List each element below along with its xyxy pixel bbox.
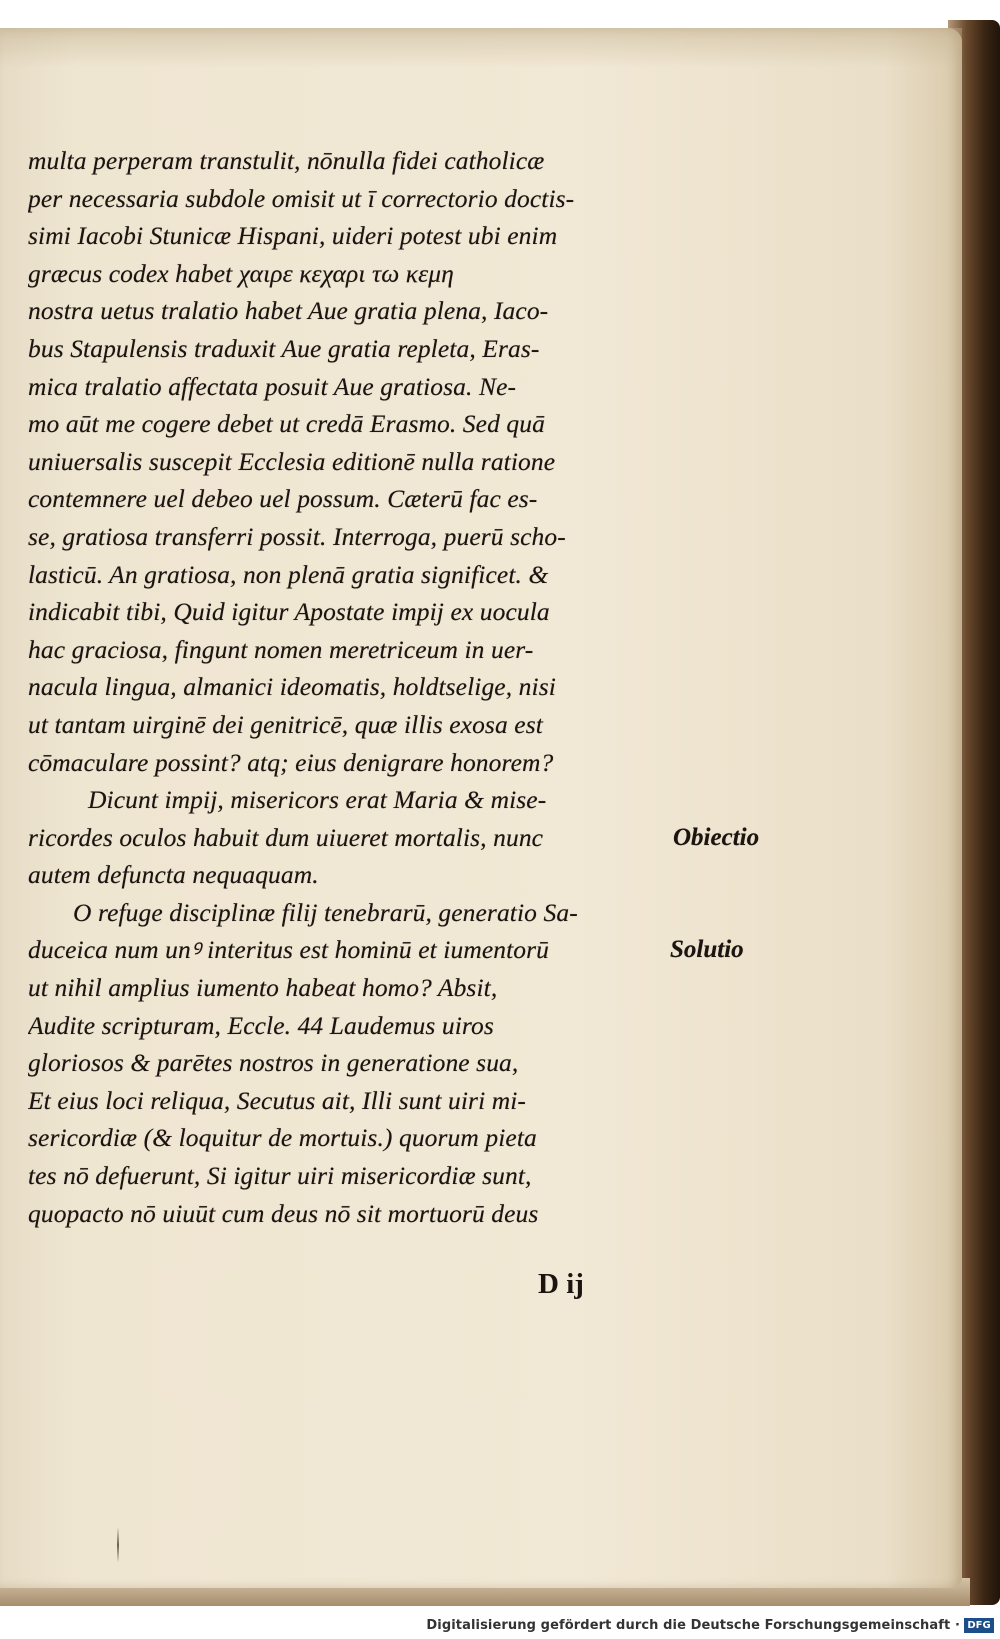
bleed-through-marks: [672, 508, 782, 1108]
marginal-note-objection: Obiectio: [673, 824, 760, 851]
main-text-block: [28, 142, 668, 1232]
footer-bar: [0, 1606, 1000, 1639]
marginal-note-solution: Solutio: [670, 936, 744, 963]
pen-mark: [117, 1527, 119, 1563]
funding-credit: Digitalisierung gefördert durch die Deutsche Forschungsgemeinschaft ·: [426, 1618, 960, 1633]
text-line: ut tantam uirginē dei genitricē, quæ illis exosa est: [28, 709, 543, 739]
text-line: Et eius loci reliqua, Secutus ait, Illi sunt uiri mi-: [28, 1085, 527, 1115]
signature-mark: D ij: [538, 1268, 584, 1300]
text-line: tes nō defuerunt, Si igitur uiri misericordiæ sunt,: [28, 1161, 532, 1191]
text-line: ricordes oculos habuit dum uiueret mortalis, nunc: [28, 822, 544, 852]
text-line: ut nihil amplius iumento habeat homo? Absit,: [28, 973, 498, 1003]
text-line: uniuersalis suscepit Ecclesia editionē nulla ratione: [28, 446, 556, 476]
text-line: per necessaria subdole omisit ut ī correctorio doctis-: [28, 183, 575, 213]
text-line: sericordiæ (& loquitur de mortuis.) quorum pieta: [28, 1123, 537, 1153]
dfg-logo: DFG: [964, 1618, 994, 1633]
text-line: nacula lingua, almanici ideomatis, holdtselige, nisi: [28, 672, 556, 702]
text-line: græcus codex habet χαιρε κεχαρι τω κεμη: [28, 258, 454, 288]
text-line: hac graciosa, fingunt nomen meretriceum in uer-: [28, 634, 534, 664]
text-line: nostra uetus tralatio habet Aue gratia plena, Iaco-: [28, 296, 549, 326]
text-line: indicabit tibi, Quid igitur Apostate impij ex uocula: [28, 597, 550, 627]
text-line: cōmaculare possint? atq; eius denigrare honorem?: [28, 747, 554, 777]
text-line: autem defuncta nequaquam.: [28, 860, 319, 890]
text-line: simi Iacobi Stunicæ Hispani, uideri potest ubi enim: [28, 221, 558, 251]
text-line: gloriosos & parētes nostros in generatione sua,: [28, 1048, 519, 1078]
text-line: mo aūt me cogere debet ut credā Erasmo. Sed quā: [28, 409, 545, 439]
text-line: O refuge disciplinæ filij tenebrarū, generatio Sa-: [73, 897, 578, 927]
text-line: multa perperam transtulit, nōnulla fidei catholicæ: [28, 146, 545, 175]
text-line: quopacto nō uiuūt cum deus nō sit mortuorū deus: [28, 1198, 539, 1228]
text-line: bus Stapulensis traduxit Aue gratia repleta, Eras-: [28, 333, 540, 363]
page-shadow: [0, 28, 962, 68]
text-line: mica tralatio affectata posuit Aue gratiosa. Ne-: [28, 371, 517, 401]
text-line: Audite scripturam, Eccle. 44 Laudemus uiros: [28, 1010, 494, 1040]
text-line: duceica num unꝰ interitus est hominū et iumentorū: [28, 935, 550, 965]
text-line: lasticū. An gratiosa, non plenā gratia significet. &: [28, 559, 549, 589]
text-line: contemnere uel debeo uel possum. Cæterū fac es-: [28, 484, 538, 514]
text-line: Dicunt impij, misericors erat Maria & mise-: [88, 785, 547, 815]
text-line: se, gratiosa transferri possit. Interroga, puerū scho-: [28, 521, 566, 551]
